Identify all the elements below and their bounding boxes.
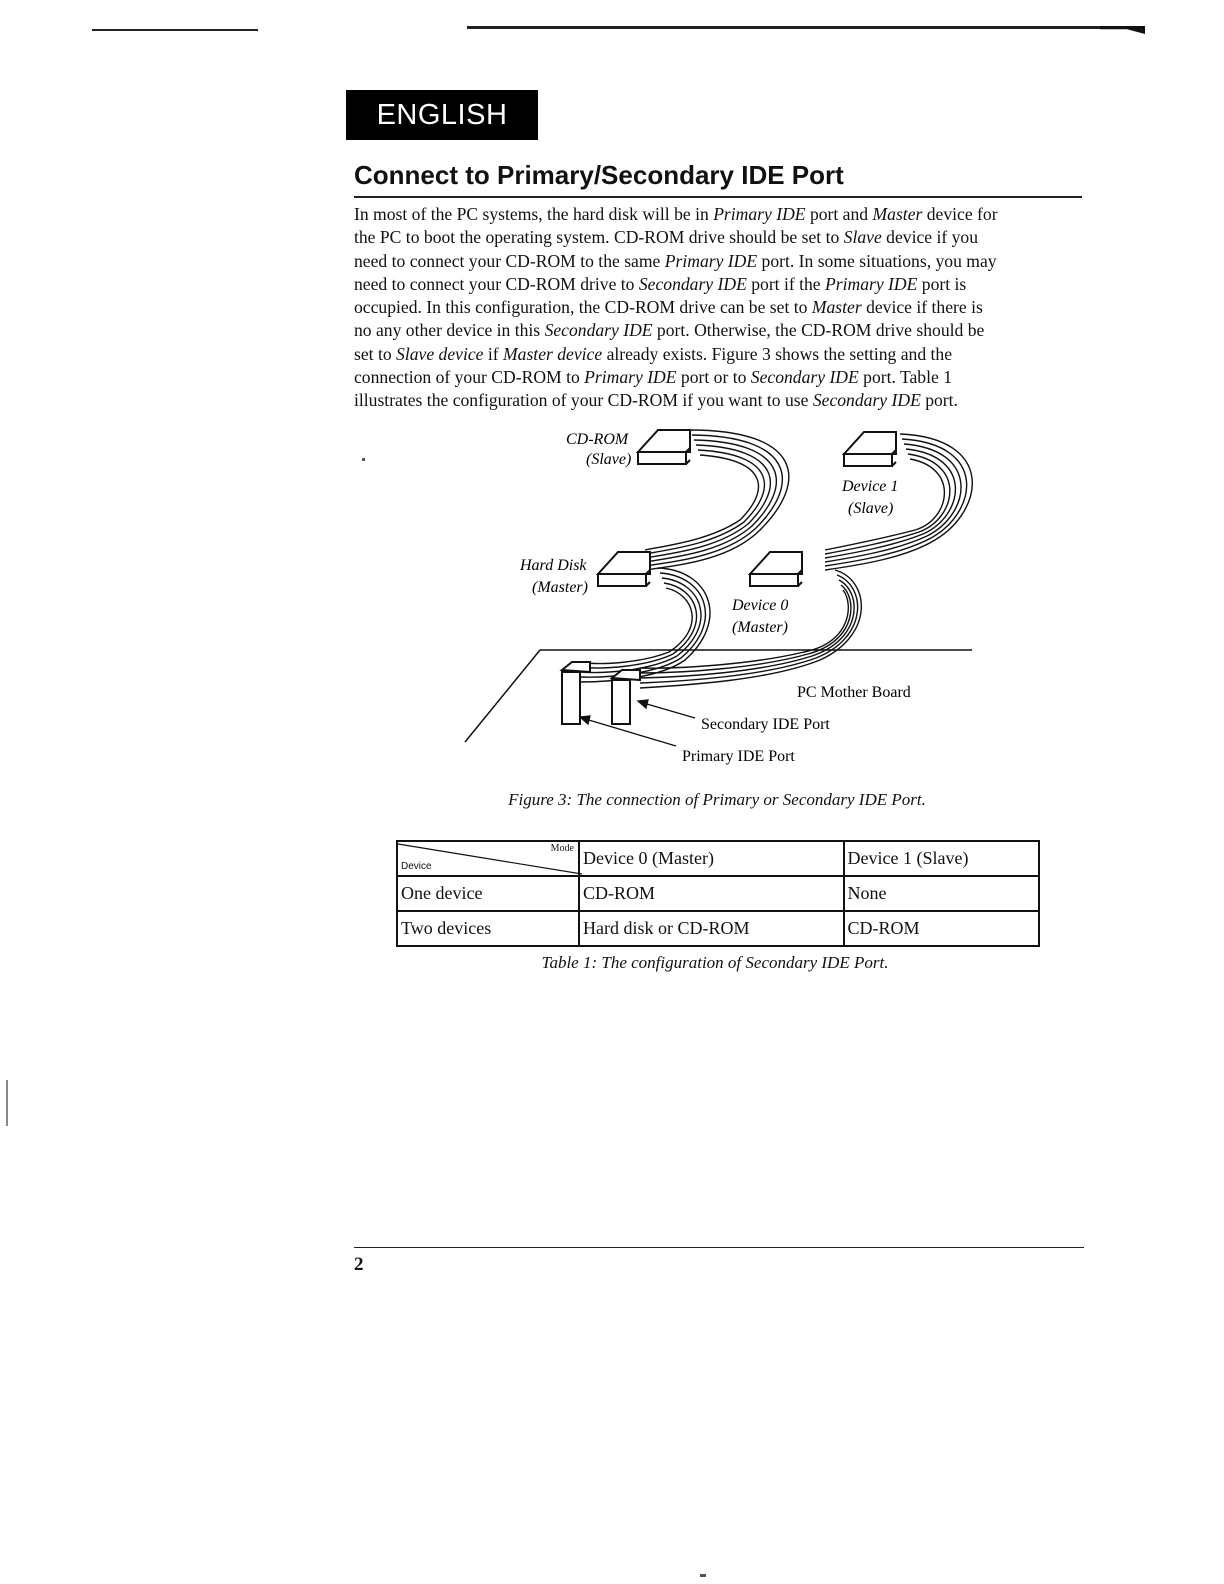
header-rule-mark — [1100, 26, 1145, 34]
port-pointer-lines — [580, 700, 695, 746]
body-run: need to connect your CD-ROM to the same — [354, 250, 665, 271]
figure-caption: Figure 3: The connection of Primary or Secondary IDE Port. — [508, 790, 926, 809]
header-rule-left — [92, 29, 258, 31]
body-line — [354, 296, 1086, 319]
body-emphasis: Secondary IDE — [750, 367, 859, 388]
body-run: device for — [922, 204, 998, 224]
device0-label: Device 0 — [732, 597, 789, 614]
body-line — [354, 203, 1086, 226]
harddisk-label: Hard Disk — [520, 557, 587, 574]
section-title-rule — [354, 196, 1082, 198]
table-cell: Hard disk or CD-ROM — [579, 911, 844, 946]
body-run: set to — [354, 343, 397, 364]
body-run: port if the — [746, 273, 826, 294]
body-line — [354, 250, 1086, 273]
body-emphasis: Secondary IDE — [544, 320, 653, 341]
body-line — [354, 226, 1086, 249]
body-run: connection of your CD-ROM to — [354, 367, 585, 388]
body-emphasis: Slave device — [396, 343, 484, 364]
table-caption: Table 1: The configuration of Secondary IDE Port. — [541, 953, 889, 972]
body-emphasis: Master device — [503, 343, 603, 364]
body-run: already exists. Figure 3 shows the setting and the — [602, 343, 953, 364]
body-emphasis: Master — [811, 297, 862, 318]
secondary-port-label: Secondary IDE Port — [701, 716, 830, 733]
header-rule-right — [467, 26, 1145, 29]
body-line — [354, 366, 1086, 389]
cdrom-connector — [638, 430, 690, 464]
device0-role-label: (Master) — [732, 619, 788, 636]
table-header-row — [397, 841, 1039, 876]
corner-device-label: Device — [401, 861, 432, 872]
section-title: Connect to Primary/Secondary IDE Port — [354, 160, 844, 190]
configuration-table — [396, 840, 1040, 947]
body-emphasis: Slave — [843, 227, 882, 248]
body-line — [354, 319, 1086, 342]
table-cell: None — [844, 876, 1039, 911]
primary-port-label: Primary IDE Port — [682, 748, 795, 765]
harddisk-connector — [598, 552, 650, 586]
body-run: device if you — [881, 227, 979, 248]
table-corner-cell — [397, 841, 579, 876]
cdrom-label: CD-ROM — [566, 431, 629, 448]
page-number: 2 — [354, 1254, 364, 1275]
cdrom-role-label: (Slave) — [586, 451, 632, 468]
scan-speck — [362, 458, 365, 461]
body-emphasis: Primary IDE — [584, 367, 677, 388]
body-emphasis: Master — [872, 204, 923, 224]
body-run: need to connect your CD-ROM drive to — [354, 273, 639, 294]
body-run: occupied. In this configuration, the CD-ROM drive can be set to — [354, 297, 812, 318]
table-cell: CD-ROM — [579, 876, 844, 911]
body-run: device if there is — [861, 297, 983, 318]
table-header-cell: Device 0 (Master) — [579, 841, 844, 876]
body-run: no any other device in this — [354, 320, 545, 341]
body-emphasis: Primary IDE — [825, 273, 918, 294]
body-run: the PC to boot the operating system. CD-ROM drive should be set to — [354, 227, 844, 248]
body-run: illustrates the configuration of your CD-ROM if you want to use — [354, 390, 813, 411]
primary-ide-port — [562, 662, 590, 724]
language-badge: ENGLISH — [346, 90, 538, 140]
motherboard-label: PC Mother Board — [797, 684, 911, 701]
body-run: In most of the PC systems, the hard disk will be in — [354, 204, 714, 224]
table-row — [397, 911, 1039, 946]
scan-speck — [700, 1574, 706, 1577]
table-header-cell: Device 1 (Slave) — [844, 841, 1039, 876]
harddisk-role-label: (Master) — [532, 579, 588, 596]
body-run: port. Table 1 — [858, 367, 952, 388]
table-cell: One device — [397, 876, 579, 911]
body-paragraph — [354, 203, 1086, 413]
body-run: port. — [920, 390, 958, 411]
body-emphasis: Secondary IDE — [812, 390, 921, 411]
table-cell: Two devices — [397, 911, 579, 946]
body-emphasis: Primary IDE — [664, 250, 758, 271]
device1-role-label: (Slave) — [848, 500, 894, 517]
device0-connector — [750, 552, 802, 586]
body-run: port. Otherwise, the CD-ROM drive should be — [652, 320, 985, 341]
secondary-ide-port — [612, 670, 640, 724]
body-emphasis: Primary IDE — [713, 204, 806, 224]
device1-connector — [844, 432, 896, 466]
footer-rule — [354, 1247, 1084, 1248]
body-emphasis: Secondary IDE — [638, 273, 747, 294]
corner-mode-label: Mode — [550, 843, 574, 854]
ide-connection-diagram — [440, 420, 1000, 780]
body-line — [354, 389, 1086, 412]
body-run: port or to — [676, 367, 751, 388]
scan-speck — [6, 1080, 8, 1126]
body-run: if — [483, 343, 503, 364]
body-line — [354, 273, 1086, 296]
body-run: port and — [805, 204, 873, 224]
table-row — [397, 876, 1039, 911]
body-run: port. In some situations, you may — [757, 250, 997, 271]
body-line — [354, 343, 1086, 366]
device1-label: Device 1 — [842, 478, 899, 495]
table-cell: CD-ROM — [844, 911, 1039, 946]
body-run: port is — [917, 273, 967, 294]
